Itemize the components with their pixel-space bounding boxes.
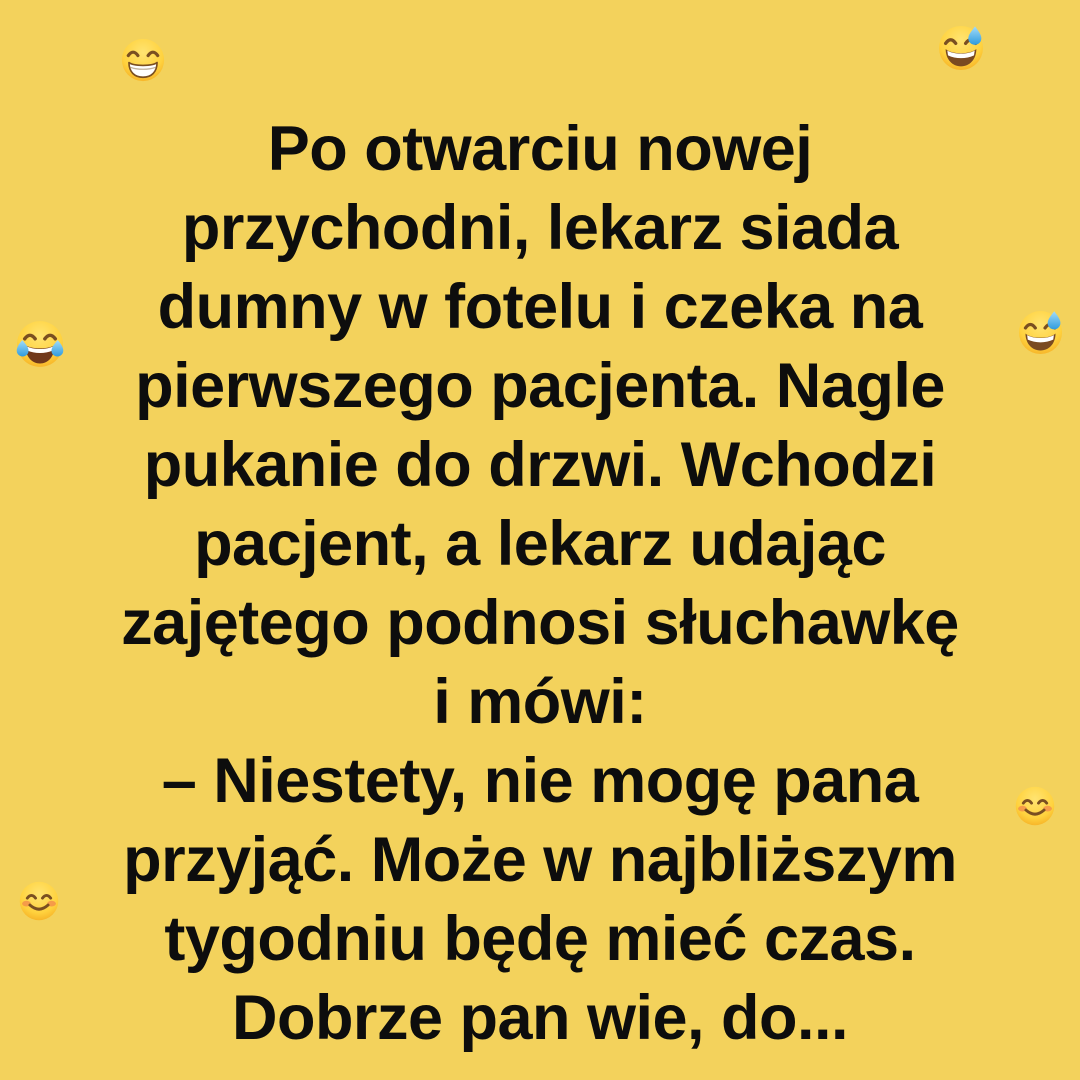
joke-text-line: pukanie do drzwi. Wchodzi <box>143 430 937 500</box>
joke-text-line: dumny w fotelu i czeka na <box>157 272 923 342</box>
joke-text-line: pacjent, a lekarz udając <box>194 509 886 579</box>
emoji-sweat-smile-icon <box>937 24 985 72</box>
joke-text-line: pierwszego pacjenta. Nagle <box>135 351 945 421</box>
joke-text <box>0 110 1080 1058</box>
joke-text-line: zajętego podnosi słuchawkę <box>121 588 959 658</box>
joke-text-line: Po otwarciu nowej <box>267 114 813 184</box>
joke-text-line: i mówi: <box>433 667 647 737</box>
joke-text-line: – Niestety, nie mogę pana <box>161 746 919 816</box>
joke-text-line: Dobrze pan wie, do... <box>231 983 849 1053</box>
emoji-beaming-face-icon <box>120 37 166 83</box>
joke-text-line: przychodni, lekarz siada <box>181 193 899 263</box>
joke-text-line: przyjąć. Może w najbliższym <box>123 825 957 895</box>
joke-text-line: tygodniu będę mieć czas. <box>164 904 916 974</box>
